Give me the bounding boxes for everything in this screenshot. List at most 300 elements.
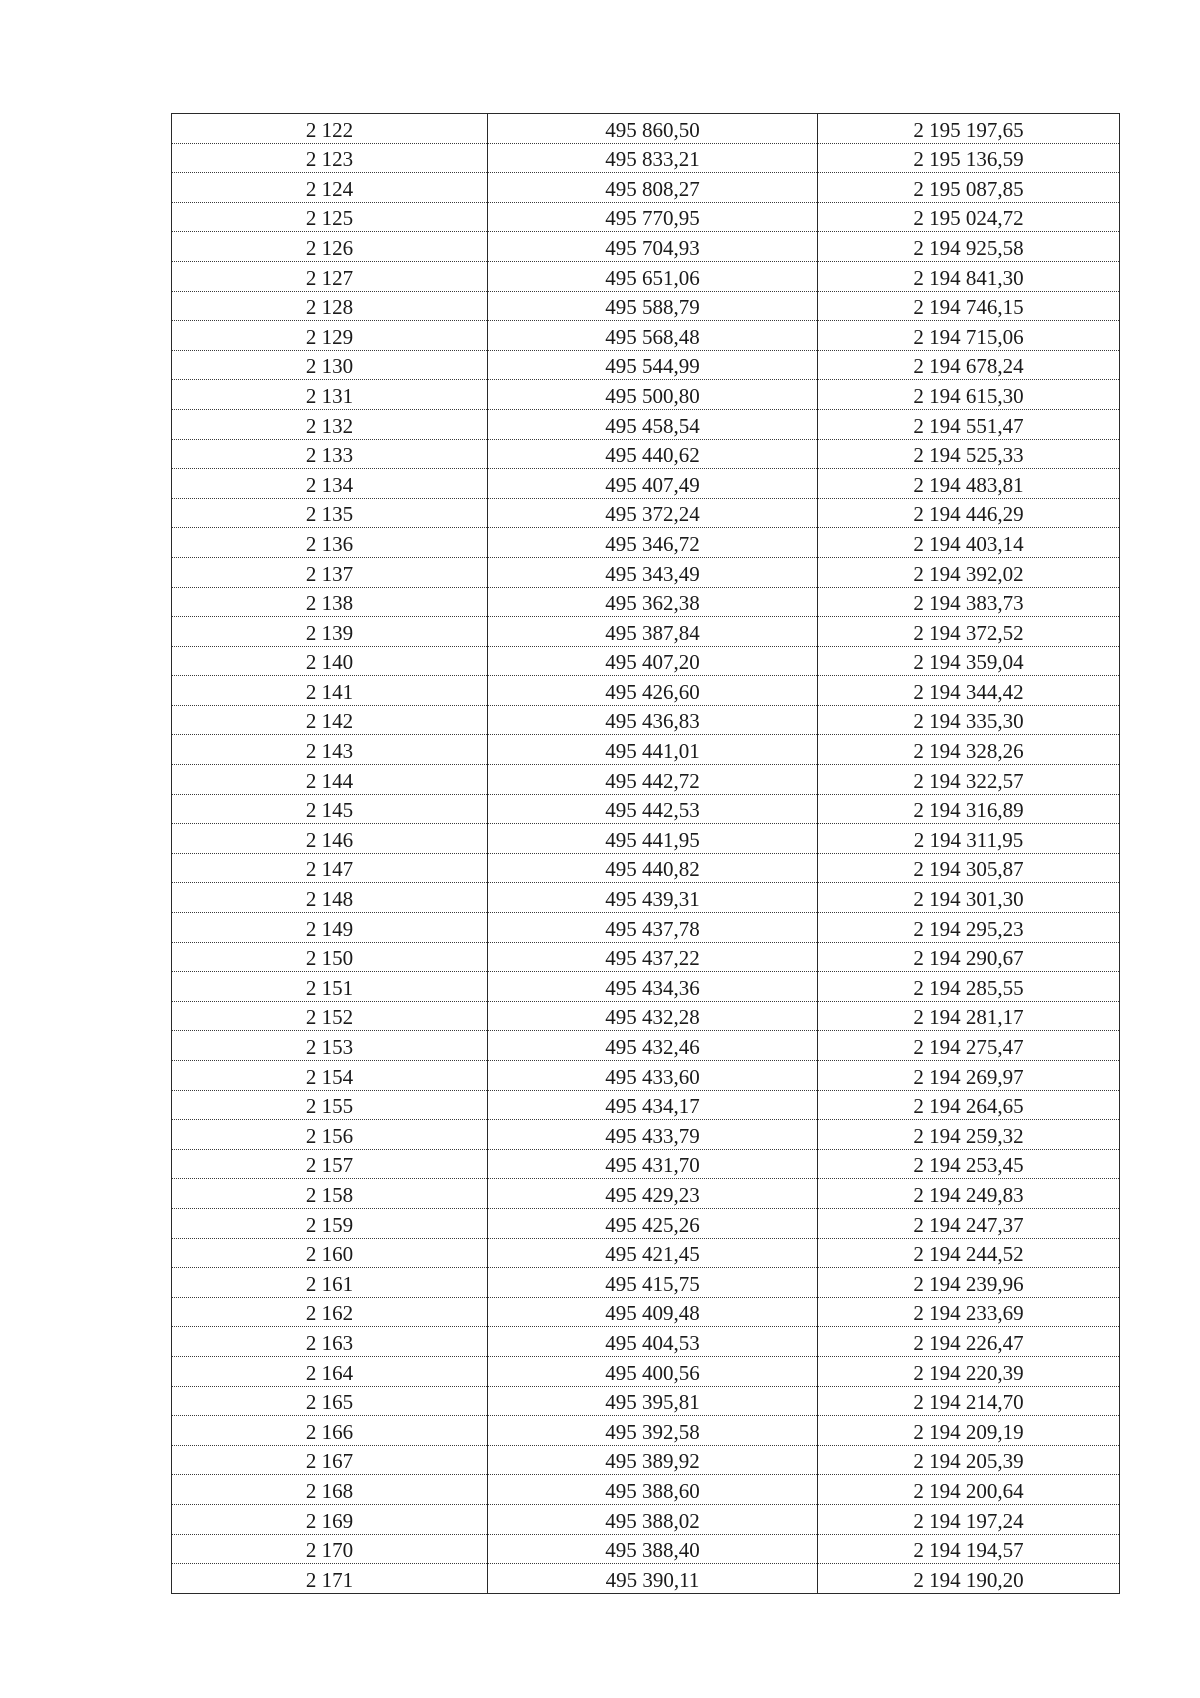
table-row	[172, 528, 1120, 558]
x-coordinate-value: 495 431,70	[605, 1153, 700, 1178]
point-number-cell	[172, 1504, 488, 1534]
table-row	[172, 291, 1120, 321]
point-number-value: 2 152	[305, 1005, 354, 1030]
x-coordinate-cell	[488, 942, 818, 972]
x-coordinate-value: 495 432,46	[605, 1035, 700, 1059]
point-number-cell	[172, 1001, 488, 1031]
y-coordinate-value: 2 195 024,72	[913, 206, 1024, 231]
x-coordinate-cell	[488, 1416, 818, 1446]
point-number-cell	[172, 587, 488, 617]
point-number-value: 2 136	[305, 531, 354, 556]
x-coordinate-value: 495 440,82	[605, 857, 700, 882]
x-coordinate-value: 495 407,49	[605, 472, 700, 497]
y-coordinate-value: 2 195 136,59	[913, 147, 1024, 172]
point-number-cell	[172, 705, 488, 735]
table-row	[172, 735, 1120, 765]
point-number-value: 2 137	[305, 561, 354, 586]
x-coordinate-cell	[488, 1238, 818, 1268]
point-number-cell	[172, 380, 488, 410]
y-coordinate-cell	[818, 1090, 1120, 1120]
point-number-value: 2 155	[305, 1094, 354, 1119]
x-coordinate-cell	[488, 913, 818, 943]
x-coordinate-cell	[488, 1031, 818, 1061]
x-coordinate-cell	[488, 676, 818, 706]
y-coordinate-cell	[818, 1120, 1120, 1150]
point-number-cell	[172, 1120, 488, 1150]
x-coordinate-cell	[488, 1504, 818, 1534]
y-coordinate-value: 2 194 285,55	[913, 975, 1024, 1000]
point-number-cell	[172, 1534, 488, 1564]
table-row	[172, 1386, 1120, 1416]
y-coordinate-cell	[818, 883, 1120, 913]
x-coordinate-cell	[488, 794, 818, 824]
x-coordinate-value: 495 437,78	[605, 916, 700, 941]
x-coordinate-value: 495 704,93	[605, 235, 700, 260]
point-number-cell	[172, 1416, 488, 1446]
y-coordinate-value: 2 194 226,47	[913, 1330, 1024, 1355]
table-row	[172, 1238, 1120, 1268]
y-coordinate-value: 2 194 197,24	[913, 1508, 1024, 1533]
x-coordinate-value: 495 833,21	[605, 147, 700, 172]
y-coordinate-value: 2 194 264,65	[913, 1094, 1024, 1119]
y-coordinate-cell	[818, 114, 1120, 144]
x-coordinate-value: 495 442,53	[605, 798, 700, 823]
x-coordinate-cell	[488, 202, 818, 232]
point-number-value: 2 156	[305, 1123, 354, 1148]
point-number-cell	[172, 409, 488, 439]
point-number-cell	[172, 1475, 488, 1505]
x-coordinate-value: 495 441,01	[605, 739, 700, 764]
table-row	[172, 794, 1120, 824]
x-coordinate-value: 495 346,72	[605, 531, 700, 556]
y-coordinate-value: 2 194 244,52	[913, 1242, 1024, 1267]
table-row	[172, 942, 1120, 972]
point-number-value: 2 139	[305, 620, 354, 645]
point-number-value: 2 170	[305, 1538, 354, 1563]
table-row	[172, 439, 1120, 469]
table-row	[172, 1001, 1120, 1031]
point-number-value: 2 146	[305, 827, 354, 852]
x-coordinate-value: 495 568,48	[605, 324, 700, 349]
y-coordinate-value: 2 194 715,06	[913, 324, 1024, 349]
x-coordinate-value: 495 390,11	[605, 1567, 700, 1592]
point-number-cell	[172, 1031, 488, 1061]
point-number-cell	[172, 528, 488, 558]
x-coordinate-value: 495 343,49	[605, 561, 700, 586]
point-number-value: 2 164	[305, 1360, 354, 1385]
point-number-cell	[172, 261, 488, 291]
x-coordinate-value: 495 437,22	[605, 946, 700, 971]
x-coordinate-value: 495 404,53	[605, 1330, 700, 1355]
y-coordinate-value: 2 195 197,65	[913, 117, 1024, 142]
x-coordinate-cell	[488, 853, 818, 883]
y-coordinate-value: 2 194 372,52	[913, 620, 1024, 645]
y-coordinate-value: 2 194 525,33	[913, 443, 1024, 468]
point-number-value: 2 132	[305, 413, 354, 438]
x-coordinate-value: 495 500,80	[605, 383, 700, 408]
x-coordinate-cell	[488, 114, 818, 144]
point-number-value: 2 122	[305, 117, 354, 142]
x-coordinate-value: 495 388,40	[605, 1538, 700, 1563]
x-coordinate-cell	[488, 1268, 818, 1298]
point-number-value: 2 123	[305, 147, 354, 172]
table-row	[172, 913, 1120, 943]
x-coordinate-value: 495 389,92	[605, 1449, 700, 1474]
point-number-value: 2 167	[305, 1449, 354, 1474]
table-row	[172, 173, 1120, 203]
table-row	[172, 824, 1120, 854]
x-coordinate-value: 495 860,50	[605, 117, 700, 142]
point-number-cell	[172, 883, 488, 913]
x-coordinate-cell	[488, 883, 818, 913]
x-coordinate-value: 495 388,60	[605, 1478, 700, 1503]
point-number-cell	[172, 439, 488, 469]
x-coordinate-value: 495 387,84	[605, 620, 700, 645]
x-coordinate-cell	[488, 1475, 818, 1505]
table-row	[172, 1297, 1120, 1327]
y-coordinate-value: 2 194 233,69	[913, 1301, 1024, 1326]
y-coordinate-value: 2 194 249,83	[913, 1182, 1024, 1207]
y-coordinate-cell	[818, 646, 1120, 676]
x-coordinate-value: 495 415,75	[605, 1271, 700, 1296]
point-number-cell	[172, 1356, 488, 1386]
x-coordinate-cell	[488, 380, 818, 410]
x-coordinate-cell	[488, 587, 818, 617]
x-coordinate-value: 495 362,38	[605, 591, 700, 616]
x-coordinate-cell	[488, 409, 818, 439]
x-coordinate-value: 495 432,28	[605, 1005, 700, 1030]
point-number-value: 2 130	[305, 354, 354, 379]
table-row	[172, 1208, 1120, 1238]
y-coordinate-value: 2 194 335,30	[913, 709, 1024, 734]
point-number-value: 2 143	[305, 739, 354, 764]
point-number-cell	[172, 557, 488, 587]
point-number-value: 2 166	[305, 1419, 354, 1444]
point-number-cell	[172, 617, 488, 647]
x-coordinate-value: 495 434,17	[605, 1094, 700, 1119]
y-coordinate-cell	[818, 528, 1120, 558]
y-coordinate-value: 2 194 328,26	[913, 739, 1024, 764]
table-row	[172, 321, 1120, 351]
point-number-cell	[172, 114, 488, 144]
x-coordinate-value: 495 441,95	[605, 827, 700, 852]
y-coordinate-cell	[818, 557, 1120, 587]
x-coordinate-value: 495 429,23	[605, 1182, 700, 1207]
x-coordinate-cell	[488, 1445, 818, 1475]
point-number-value: 2 154	[305, 1064, 354, 1089]
point-number-value: 2 133	[305, 443, 354, 468]
table-row	[172, 1120, 1120, 1150]
y-coordinate-cell	[818, 291, 1120, 321]
y-coordinate-cell	[818, 676, 1120, 706]
y-coordinate-value: 2 194 290,67	[913, 946, 1024, 971]
table-row	[172, 202, 1120, 232]
point-number-value: 2 153	[305, 1035, 354, 1059]
y-coordinate-cell	[818, 1386, 1120, 1416]
y-coordinate-value: 2 194 301,30	[913, 887, 1024, 912]
point-number-cell	[172, 1208, 488, 1238]
x-coordinate-cell	[488, 557, 818, 587]
y-coordinate-cell	[818, 705, 1120, 735]
y-coordinate-value: 2 194 275,47	[913, 1035, 1024, 1059]
x-coordinate-cell	[488, 261, 818, 291]
point-number-value: 2 124	[305, 176, 354, 201]
point-number-cell	[172, 1564, 488, 1594]
point-number-cell	[172, 1445, 488, 1475]
point-number-value: 2 151	[305, 975, 354, 1000]
point-number-value: 2 125	[305, 206, 354, 231]
x-coordinate-cell	[488, 291, 818, 321]
point-number-value: 2 157	[305, 1153, 354, 1178]
x-coordinate-cell	[488, 498, 818, 528]
x-coordinate-cell	[488, 143, 818, 173]
x-coordinate-value: 495 440,62	[605, 443, 700, 468]
y-coordinate-value: 2 194 403,14	[913, 531, 1024, 556]
x-coordinate-value: 495 544,99	[605, 354, 700, 379]
x-coordinate-cell	[488, 1149, 818, 1179]
x-coordinate-cell	[488, 1208, 818, 1238]
y-coordinate-cell	[818, 1534, 1120, 1564]
x-coordinate-cell	[488, 735, 818, 765]
y-coordinate-value: 2 194 269,97	[913, 1064, 1024, 1089]
x-coordinate-value: 495 433,79	[605, 1123, 700, 1148]
y-coordinate-cell	[818, 587, 1120, 617]
y-coordinate-cell	[818, 409, 1120, 439]
point-number-cell	[172, 202, 488, 232]
y-coordinate-value: 2 194 247,37	[913, 1212, 1024, 1237]
point-number-value: 2 147	[305, 857, 354, 882]
point-number-value: 2 150	[305, 946, 354, 971]
x-coordinate-cell	[488, 1327, 818, 1357]
table-row	[172, 705, 1120, 735]
point-number-value: 2 129	[305, 324, 354, 349]
y-coordinate-value: 2 194 305,87	[913, 857, 1024, 882]
x-coordinate-cell	[488, 1001, 818, 1031]
table-row	[172, 114, 1120, 144]
y-coordinate-value: 2 194 190,20	[913, 1567, 1024, 1592]
y-coordinate-cell	[818, 913, 1120, 943]
y-coordinate-value: 2 194 316,89	[913, 798, 1024, 823]
x-coordinate-cell	[488, 1179, 818, 1209]
y-coordinate-cell	[818, 1445, 1120, 1475]
x-coordinate-cell	[488, 1386, 818, 1416]
y-coordinate-value: 2 195 087,85	[913, 176, 1024, 201]
x-coordinate-value: 495 436,83	[605, 709, 700, 734]
x-coordinate-cell	[488, 439, 818, 469]
point-number-value: 2 145	[305, 798, 354, 823]
y-coordinate-cell	[818, 380, 1120, 410]
x-coordinate-cell	[488, 350, 818, 380]
x-coordinate-value: 495 388,02	[605, 1508, 700, 1533]
point-number-value: 2 142	[305, 709, 354, 734]
x-coordinate-cell	[488, 1120, 818, 1150]
point-number-cell	[172, 676, 488, 706]
table-row	[172, 1031, 1120, 1061]
y-coordinate-cell	[818, 232, 1120, 262]
point-number-cell	[172, 1090, 488, 1120]
point-number-cell	[172, 972, 488, 1002]
y-coordinate-cell	[818, 173, 1120, 203]
point-number-value: 2 169	[305, 1508, 354, 1533]
point-number-value: 2 141	[305, 679, 354, 704]
y-coordinate-value: 2 194 295,23	[913, 916, 1024, 941]
point-number-cell	[172, 1386, 488, 1416]
y-coordinate-value: 2 194 551,47	[913, 413, 1024, 438]
y-coordinate-value: 2 194 209,19	[913, 1419, 1024, 1444]
point-number-cell	[172, 765, 488, 795]
point-number-cell	[172, 232, 488, 262]
y-coordinate-value: 2 194 615,30	[913, 383, 1024, 408]
point-number-value: 2 162	[305, 1301, 354, 1326]
point-number-value: 2 135	[305, 502, 354, 527]
y-coordinate-cell	[818, 439, 1120, 469]
y-coordinate-value: 2 194 344,42	[913, 679, 1024, 704]
y-coordinate-value: 2 194 383,73	[913, 591, 1024, 616]
table-row	[172, 409, 1120, 439]
point-number-value: 2 127	[305, 265, 354, 290]
y-coordinate-cell	[818, 350, 1120, 380]
y-coordinate-value: 2 194 446,29	[913, 502, 1024, 527]
point-number-value: 2 138	[305, 591, 354, 616]
table-row	[172, 765, 1120, 795]
y-coordinate-cell	[818, 1031, 1120, 1061]
table-row	[172, 261, 1120, 291]
point-number-value: 2 128	[305, 295, 354, 320]
y-coordinate-cell	[818, 1416, 1120, 1446]
x-coordinate-value: 495 433,60	[605, 1064, 700, 1089]
y-coordinate-cell	[818, 853, 1120, 883]
y-coordinate-value: 2 194 841,30	[913, 265, 1024, 290]
table-row	[172, 1564, 1120, 1594]
table-row	[172, 853, 1120, 883]
x-coordinate-value: 495 395,81	[605, 1390, 700, 1415]
point-number-cell	[172, 1061, 488, 1091]
y-coordinate-value: 2 194 483,81	[913, 472, 1024, 497]
y-coordinate-cell	[818, 1564, 1120, 1594]
y-coordinate-value: 2 194 205,39	[913, 1449, 1024, 1474]
point-number-cell	[172, 942, 488, 972]
y-coordinate-cell	[818, 321, 1120, 351]
y-coordinate-value: 2 194 194,57	[913, 1538, 1024, 1563]
x-coordinate-value: 495 425,26	[605, 1212, 700, 1237]
table-row	[172, 1268, 1120, 1298]
x-coordinate-cell	[488, 646, 818, 676]
point-number-value: 2 131	[305, 383, 354, 408]
y-coordinate-cell	[818, 972, 1120, 1002]
point-number-cell	[172, 1149, 488, 1179]
coordinates-table-body	[172, 114, 1120, 1594]
point-number-cell	[172, 321, 488, 351]
y-coordinate-cell	[818, 1356, 1120, 1386]
x-coordinate-value: 495 421,45	[605, 1242, 700, 1267]
y-coordinate-value: 2 194 253,45	[913, 1153, 1024, 1178]
point-number-cell	[172, 913, 488, 943]
point-number-value: 2 171	[305, 1567, 354, 1592]
y-coordinate-value: 2 194 311,95	[913, 827, 1024, 852]
y-coordinate-cell	[818, 469, 1120, 499]
y-coordinate-value: 2 194 259,32	[913, 1123, 1024, 1148]
y-coordinate-cell	[818, 794, 1120, 824]
point-number-cell	[172, 173, 488, 203]
point-number-cell	[172, 735, 488, 765]
point-number-cell	[172, 1238, 488, 1268]
y-coordinate-value: 2 194 239,96	[913, 1271, 1024, 1296]
point-number-value: 2 168	[305, 1478, 354, 1503]
y-coordinate-cell	[818, 202, 1120, 232]
y-coordinate-cell	[818, 765, 1120, 795]
x-coordinate-value: 495 808,27	[605, 176, 700, 201]
y-coordinate-cell	[818, 1179, 1120, 1209]
point-number-cell	[172, 469, 488, 499]
x-coordinate-cell	[488, 824, 818, 854]
x-coordinate-cell	[488, 972, 818, 1002]
y-coordinate-value: 2 194 392,02	[913, 561, 1024, 586]
x-coordinate-value: 495 442,72	[605, 768, 700, 793]
point-number-cell	[172, 291, 488, 321]
coordinates-table	[171, 113, 1120, 1594]
x-coordinate-value: 495 770,95	[605, 206, 700, 231]
x-coordinate-cell	[488, 1090, 818, 1120]
point-number-value: 2 140	[305, 650, 354, 675]
x-coordinate-cell	[488, 232, 818, 262]
y-coordinate-cell	[818, 1001, 1120, 1031]
y-coordinate-cell	[818, 617, 1120, 647]
x-coordinate-value: 495 651,06	[605, 265, 700, 290]
point-number-value: 2 159	[305, 1212, 354, 1237]
y-coordinate-cell	[818, 498, 1120, 528]
x-coordinate-cell	[488, 173, 818, 203]
point-number-cell	[172, 646, 488, 676]
y-coordinate-cell	[818, 261, 1120, 291]
y-coordinate-cell	[818, 1327, 1120, 1357]
y-coordinate-value: 2 194 220,39	[913, 1360, 1024, 1385]
table-row	[172, 1475, 1120, 1505]
x-coordinate-cell	[488, 705, 818, 735]
table-row	[172, 143, 1120, 173]
point-number-value: 2 161	[305, 1271, 354, 1296]
table-row	[172, 646, 1120, 676]
x-coordinate-cell	[488, 765, 818, 795]
point-number-cell	[172, 1268, 488, 1298]
x-coordinate-cell	[488, 1564, 818, 1594]
y-coordinate-cell	[818, 143, 1120, 173]
point-number-value: 2 158	[305, 1182, 354, 1207]
y-coordinate-value: 2 194 281,17	[913, 1005, 1024, 1030]
point-number-cell	[172, 350, 488, 380]
y-coordinate-cell	[818, 1268, 1120, 1298]
x-coordinate-cell	[488, 1534, 818, 1564]
point-number-value: 2 165	[305, 1390, 354, 1415]
y-coordinate-cell	[818, 1504, 1120, 1534]
table-row	[172, 1445, 1120, 1475]
y-coordinate-value: 2 194 359,04	[913, 650, 1024, 675]
table-row	[172, 972, 1120, 1002]
point-number-value: 2 148	[305, 887, 354, 912]
x-coordinate-cell	[488, 321, 818, 351]
x-coordinate-cell	[488, 617, 818, 647]
y-coordinate-value: 2 194 925,58	[913, 235, 1024, 260]
table-row	[172, 350, 1120, 380]
table-row	[172, 1061, 1120, 1091]
x-coordinate-value: 495 426,60	[605, 679, 700, 704]
x-coordinate-cell	[488, 1356, 818, 1386]
x-coordinate-cell	[488, 1297, 818, 1327]
table-row	[172, 1416, 1120, 1446]
point-number-cell	[172, 1297, 488, 1327]
x-coordinate-cell	[488, 1061, 818, 1091]
y-coordinate-cell	[818, 1297, 1120, 1327]
y-coordinate-cell	[818, 1208, 1120, 1238]
